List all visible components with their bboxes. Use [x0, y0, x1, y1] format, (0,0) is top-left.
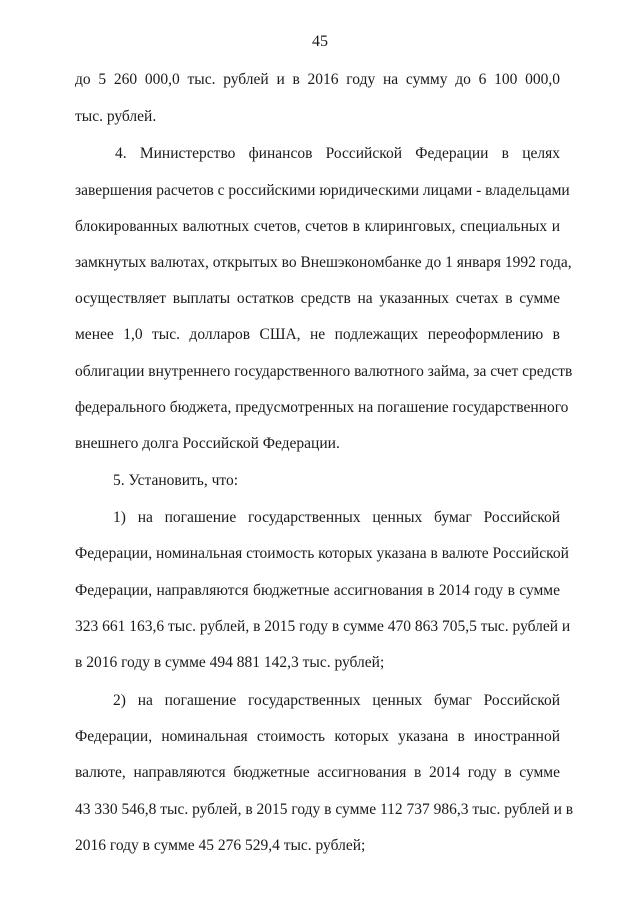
text-line: тыс. рублей.: [75, 108, 157, 125]
text-line: 5. Установить, что:: [113, 472, 239, 489]
text-line: до 5 260 000,0 тыс. рублей и в 2016 году на сумму до 6 100 000,0: [75, 71, 560, 88]
text-line: Федерации, номинальная стоимость которых указана в иностранной: [75, 728, 560, 745]
text-line: Федерации, номинальная стоимость которых указана в валюте Российской: [75, 545, 569, 562]
text-line: блокированных валютных счетов, счетов в клиринговых, специальных и: [75, 218, 560, 235]
text-line: валюте, направляются бюджетные ассигнования в 2014 году в сумме: [75, 764, 560, 781]
text-line: в 2016 году в сумме 494 881 142,3 тыс. рублей;: [75, 654, 385, 671]
page-number: 45: [312, 33, 328, 50]
text-line: 1) на погашение государственных ценных бумаг Российской: [113, 509, 560, 526]
text-line: федерального бюджета, предусмотренных на погашение государственного: [75, 399, 569, 416]
text-line: внешнего долга Российской Федерации.: [75, 435, 340, 452]
text-line: 4. Министерство финансов Российской Федерации в целях: [115, 145, 560, 162]
text-line: облигации внутреннего государственного валютного займа, за счет средств: [75, 363, 573, 380]
text-line: 43 330 546,8 тыс. рублей, в 2015 году в сумме 112 737 986,3 тыс. рублей и в: [75, 801, 574, 818]
text-line: менее 1,0 тыс. долларов США, не подлежащих переоформлению в: [75, 326, 560, 343]
text-line: 2016 году в сумме 45 276 529,4 тыс. рублей;: [75, 837, 366, 854]
text-line: 323 661 163,6 тыс. рублей, в 2015 году в сумме 470 863 705,5 тыс. рублей и: [75, 618, 571, 635]
text-line: замкнутых валютах, открытых во Внешэкономбанке до 1 января 1992 года,: [75, 254, 572, 271]
text-line: завершения расчетов с российскими юридическими лицами - владельцами: [75, 182, 570, 199]
text-line: осуществляет выплаты остатков средств на указанных счетах в сумме: [75, 290, 560, 307]
text-line: 2) на погашение государственных ценных бумаг Российской: [113, 692, 560, 709]
text-line: Федерации, направляются бюджетные ассигнования в 2014 году в сумме: [75, 582, 560, 599]
